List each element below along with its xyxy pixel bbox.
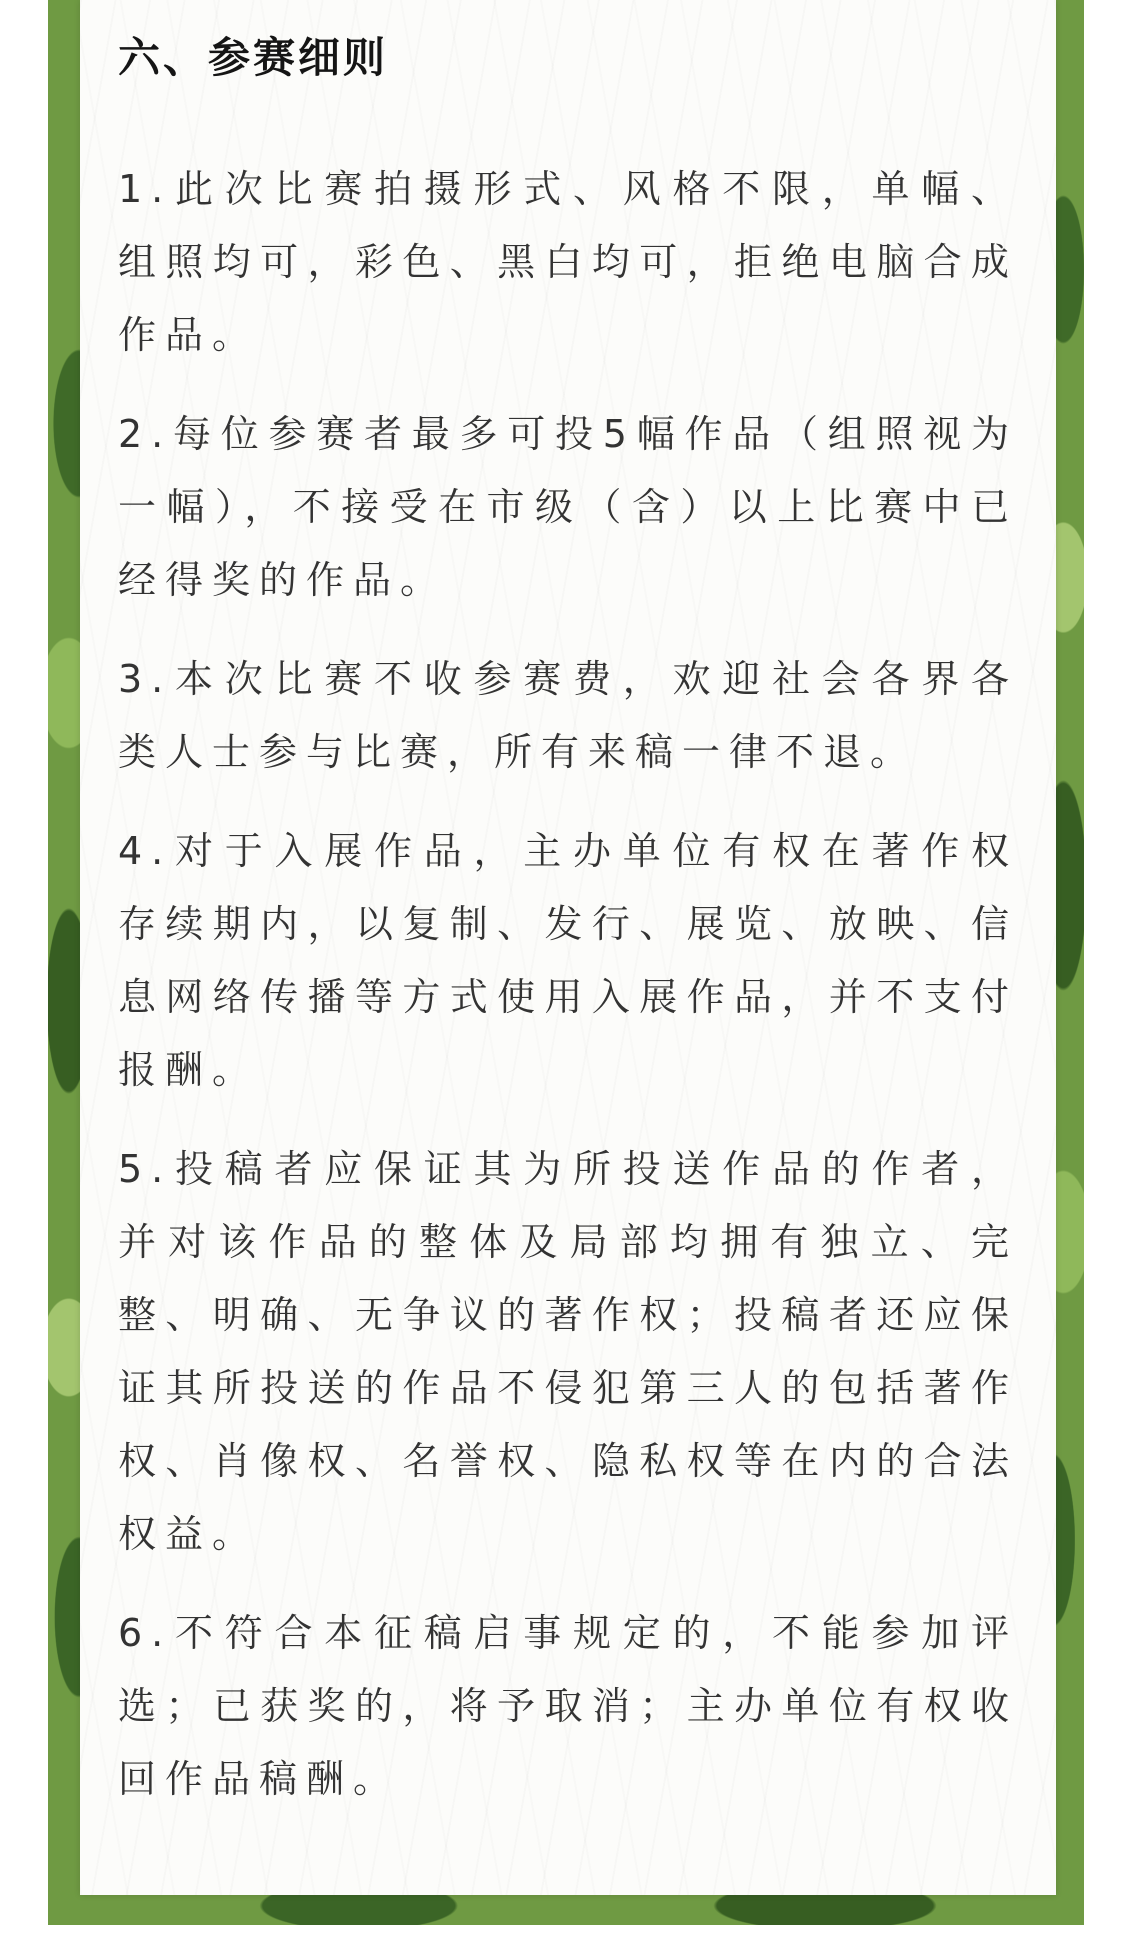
- article-content: [118, 0, 1018, 1816]
- rule-1: 1.此次比赛拍摄形式、风格不限，单幅、组照均可，彩色、黑白均可，拒绝电脑合成作品。: [118, 167, 1018, 357]
- rule-4: 4.对于入展作品，主办单位有权在著作权存续期内，以复制、发行、展览、放映、信息网络传播等方式使用入展作品，并不支付报酬。: [118, 829, 1018, 1092]
- rule-5: 5.投稿者应保证其为所投送作品的作者，并对该作品的整体及局部均拥有独立、完整、明确、无争议的著作权；投稿者还应保证其所投送的作品不侵犯第三人的包括著作权、肖像权、名誉权、隐私权等在内的合法权益。: [118, 1147, 1018, 1556]
- section-title: 六、参赛细则: [118, 33, 389, 82]
- rule-6: 6.不符合本征稿启事规定的，不能参加评选；已获奖的，将予取消；主办单位有权收回作品稿酬。: [118, 1611, 1018, 1801]
- rule-3: 3.本次比赛不收参赛费，欢迎社会各界各类人士参与比赛，所有来稿一律不退。: [118, 657, 1018, 774]
- rule-2: 2.每位参赛者最多可投5幅作品（组照视为一幅），不接受在市级（含）以上比赛中已经得奖的作品。: [118, 412, 1018, 602]
